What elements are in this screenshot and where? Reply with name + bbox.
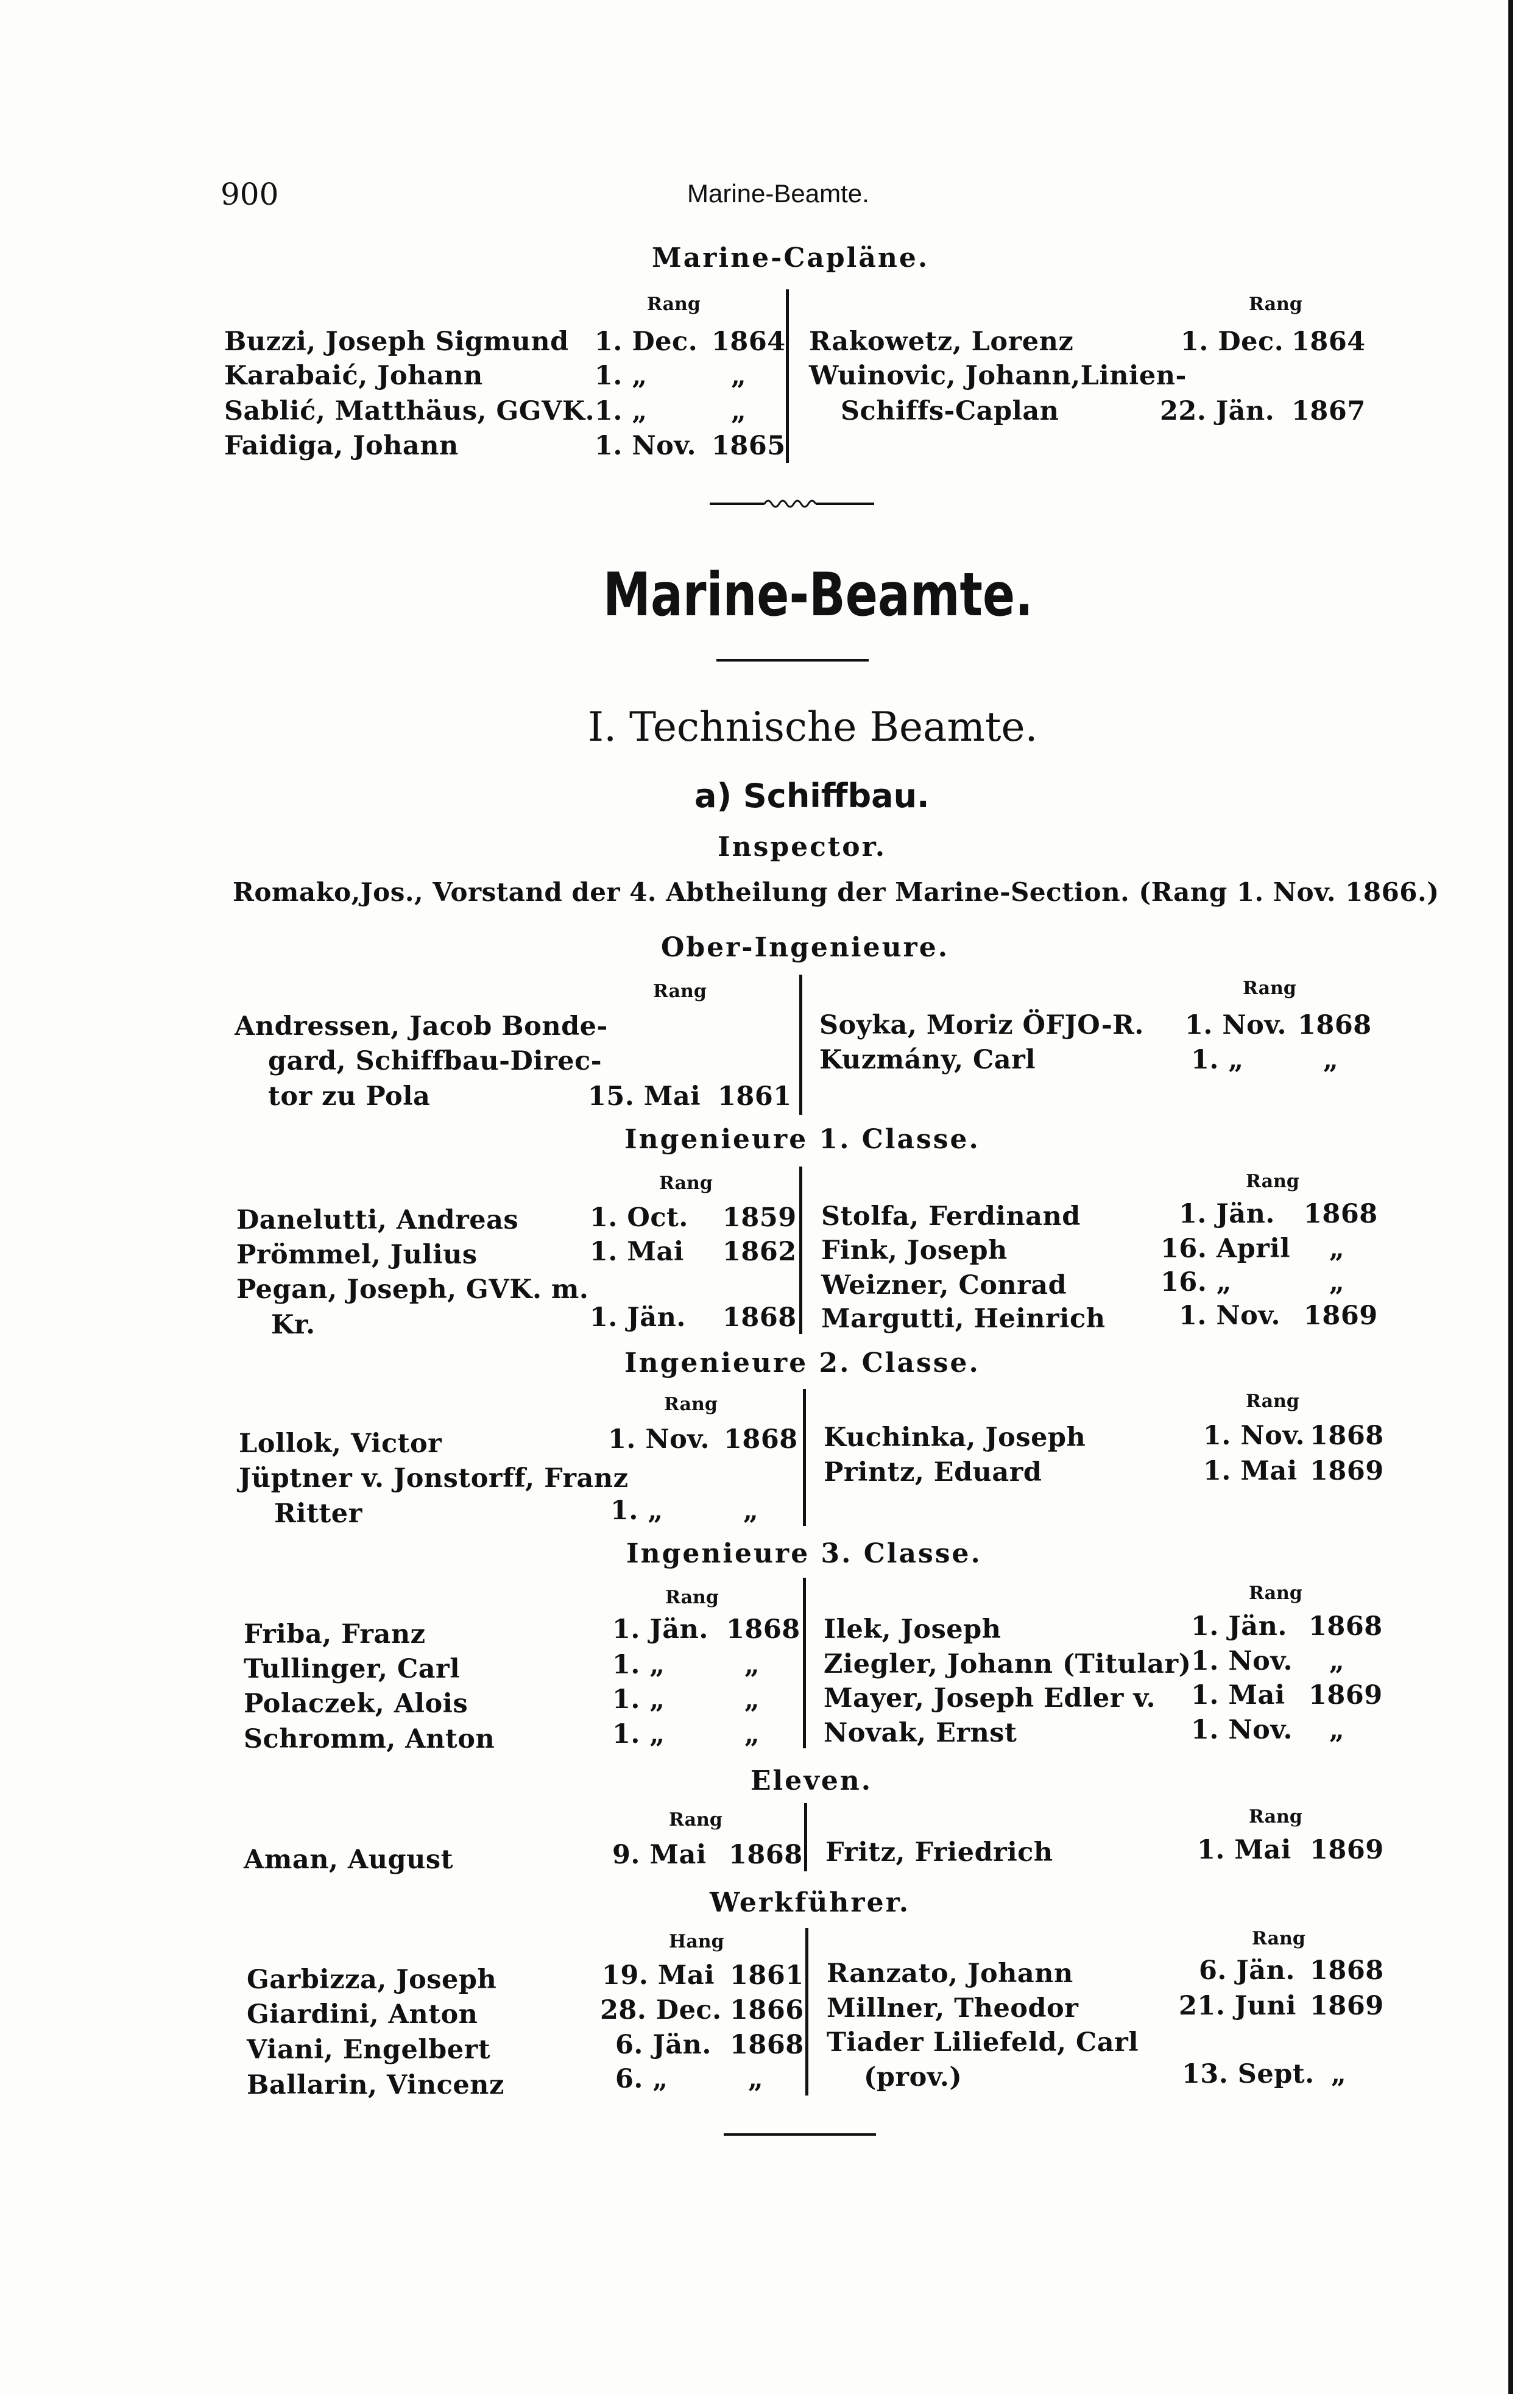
rang-label: Hang (669, 1931, 724, 1952)
list-item-date: 9. Mai (612, 1840, 707, 1870)
list-item-name: Novak, Ernst (824, 1718, 1017, 1748)
list-item-name: Faidiga, Johann (224, 431, 459, 461)
list-item-name: Buzzi, Joseph Sigmund (224, 327, 569, 357)
list-item-name: Karabaić, Johann (224, 361, 483, 391)
list-item-date: 1. Nov. (608, 1424, 710, 1455)
list-item-name: Ballarin, Vincenz (247, 2070, 504, 2100)
list-item-year: 1862 (722, 1237, 797, 1267)
list-item-date: 1. „ (612, 1650, 665, 1680)
section-title-inspector: Inspector. (718, 832, 887, 863)
list-item-date: 1. Jän. (1191, 1611, 1287, 1642)
list-item-date: 13. Sept. (1182, 2059, 1315, 2089)
section-title-ing1: Ingenieure 1. Classe. (624, 1124, 980, 1155)
list-item-year: „ (744, 1684, 760, 1715)
subpart-title: a) Schiffbau. (694, 777, 930, 815)
list-item-name: gard, Schiffbau-Direc- (268, 1046, 602, 1076)
page-edge (1508, 0, 1540, 2394)
list-item-name: Ilek, Joseph (824, 1614, 1001, 1645)
list-item-name: Kuchinka, Joseph (824, 1422, 1086, 1453)
column-divider (799, 1167, 802, 1334)
list-item-date: 1. Nov. (1179, 1301, 1280, 1331)
list-item-date: 6. „ (615, 2064, 668, 2094)
section-title-eleven: Eleven. (751, 1765, 873, 1796)
inspector-entry: Romako,Jos., Vorstand der 4. Abtheilung der Marine-Section. (Rang 1. Nov. 1866.) (233, 877, 1439, 907)
list-item-name: tor zu Pola (268, 1081, 431, 1112)
list-item-year: „ (744, 1719, 760, 1750)
list-item-year: 1861 (730, 1960, 804, 1991)
list-item-name: Fritz, Friedrich (825, 1837, 1053, 1868)
list-item-year: 1869 (1310, 1991, 1384, 2021)
list-item-name: Soyka, Moriz ÖFJO-R. (819, 1010, 1144, 1040)
list-item-date: 1. Mai (1197, 1835, 1291, 1865)
list-item-name: Fink, Joseph (821, 1235, 1008, 1266)
list-item-year: 1868 (724, 1424, 798, 1455)
list-item-year: „ (748, 2064, 764, 2094)
section-title-werkfuehrer: Werkführer. (710, 1887, 911, 1918)
main-title: Marine-Beamte. (603, 560, 1033, 630)
section-title-ober-ingenieure: Ober-Ingenieure. (661, 932, 950, 963)
list-item-name: Polaczek, Alois (244, 1689, 468, 1719)
list-item-date: 1. Nov. (1191, 1715, 1293, 1745)
list-item-year: 1869 (1304, 1301, 1378, 1331)
list-item-date: 28. Dec. (600, 1995, 722, 2025)
list-item-year: 1868 (730, 2030, 804, 2060)
list-item-year: 1868 (729, 1840, 803, 1870)
list-item-name: Jüptner v. Jonstorff, Franz (239, 1463, 629, 1494)
list-item-name: Mayer, Joseph Edler v. (824, 1683, 1156, 1714)
list-item-date: 1. „ (1191, 1045, 1244, 1075)
column-divider (805, 1928, 808, 2096)
list-item-year: „ (1329, 1715, 1345, 1745)
list-item-year: 1864 (712, 327, 786, 357)
rang-label: Rang (1243, 978, 1296, 999)
list-item-year: 1864 (1291, 327, 1366, 357)
list-item-name: Viani, Engelbert (247, 2035, 491, 2065)
list-item-name: Kuzmány, Carl (819, 1045, 1036, 1075)
list-item-date: 1. Mai (1203, 1456, 1298, 1486)
list-item-name: Danelutti, Andreas (236, 1205, 519, 1235)
rang-label: Rang (1246, 1171, 1299, 1192)
list-item-year: „ (1329, 1234, 1345, 1264)
rang-label: Rang (1249, 1806, 1302, 1827)
list-item-date: 1. Dec. (1181, 327, 1284, 357)
list-item-name: Aman, August (244, 1845, 453, 1875)
list-item-year: „ (744, 1650, 760, 1680)
list-item-date: 21. Juni (1179, 1991, 1296, 2021)
list-item-year: 1868 (1310, 1955, 1384, 1986)
bottom-rule (724, 2133, 876, 2136)
list-item-name: Tiader Liliefeld, Carl (827, 2027, 1139, 2058)
list-item-date: 15. Mai (588, 1081, 701, 1112)
rang-label: Rang (1249, 1583, 1302, 1604)
list-item-year: 1866 (730, 1995, 804, 2025)
section-title-ing3: Ingenieure 3. Classe. (626, 1538, 982, 1569)
list-item-name: Ranzato, Johann (827, 1958, 1073, 1989)
rang-label: Rang (653, 981, 707, 1002)
title-underline (716, 659, 869, 662)
list-item-date: 16. „ (1160, 1267, 1232, 1298)
list-item-year: „ (743, 1495, 759, 1526)
list-item-date: 1. Nov. (1203, 1421, 1305, 1451)
list-item-year: 1868 (1298, 1010, 1372, 1040)
list-item-year: 1868 (1310, 1421, 1384, 1451)
list-item-year: 1869 (1310, 1456, 1384, 1486)
rang-label: Rang (647, 294, 701, 315)
column-divider (803, 1389, 806, 1526)
list-item-date: 1. Dec. (595, 327, 698, 357)
list-item-date: 1. „ (595, 361, 648, 391)
list-item-date: 16. April (1160, 1234, 1291, 1264)
part-title: I. Technische Beamte. (588, 704, 1038, 750)
list-item-date: 1. „ (612, 1719, 665, 1750)
list-item-name: Sablić, Matthäus, GGVK. (224, 396, 595, 426)
page-number: 900 (221, 177, 279, 212)
list-item-year: 1867 (1291, 396, 1366, 426)
list-item-name: Giardini, Anton (247, 1999, 478, 2030)
list-item-name: Schiffs-Caplan (841, 396, 1059, 426)
list-item-date: 6. Jän. (615, 2030, 712, 2060)
list-item-name: Andressen, Jacob Bonde- (235, 1011, 608, 1042)
list-item-name: Garbizza, Joseph (247, 1965, 497, 1995)
column-divider (786, 289, 789, 463)
list-item-name: Prömmel, Julius (236, 1240, 478, 1270)
list-item-date: 1. „ (595, 396, 648, 426)
list-item-date: 1. „ (612, 1684, 665, 1715)
list-item-name: Wuinovic, Johann,Linien- (809, 361, 1187, 391)
list-item-date: 1. Mai (1191, 1680, 1285, 1711)
rang-label: Rang (1252, 1928, 1305, 1949)
list-item-name: Ritter (274, 1499, 362, 1529)
rang-label: Rang (1246, 1391, 1299, 1412)
column-divider (803, 1578, 806, 1748)
list-item-name: Stolfa, Ferdinand (821, 1201, 1081, 1232)
list-item-name: Margutti, Heinrich (821, 1304, 1106, 1334)
list-item-year: „ (1329, 1646, 1345, 1676)
rang-label: Rang (659, 1173, 713, 1194)
list-item-date: 1. Oct. (590, 1202, 688, 1233)
list-item-year: 1865 (712, 431, 786, 461)
list-item-name: Lollok, Victor (239, 1428, 442, 1459)
list-item-name: Millner, Theodor (827, 1993, 1079, 2024)
list-item-year: 1861 (718, 1081, 792, 1112)
list-item-year: 1868 (722, 1302, 797, 1333)
list-item-year: 1868 (1304, 1199, 1378, 1229)
list-item-date: 1. Mai (590, 1237, 684, 1267)
list-item-name: Printz, Eduard (824, 1457, 1042, 1488)
list-item-name: Rakowetz, Lorenz (809, 327, 1074, 357)
list-item-date: 6. Jän. (1199, 1955, 1295, 1986)
list-item-year: „ (1331, 2059, 1347, 2089)
list-item-date: 1. „ (610, 1495, 663, 1526)
list-item-year: 1869 (1309, 1680, 1383, 1711)
list-item-name: Ziegler, Johann (Titular) (824, 1649, 1192, 1679)
list-item-date: 1. Nov. (1191, 1646, 1293, 1676)
list-item-name: Schromm, Anton (244, 1724, 495, 1754)
section-title-ing2: Ingenieure 2. Classe. (624, 1347, 980, 1379)
list-item-date: 1. Jän. (612, 1614, 708, 1645)
list-item-name: Friba, Franz (244, 1619, 426, 1650)
list-item-year: „ (731, 396, 747, 426)
list-item-year: „ (1323, 1045, 1339, 1075)
wavy-divider (710, 496, 874, 509)
list-item-date: 1. Jän. (590, 1302, 686, 1333)
list-item-year: „ (1329, 1267, 1345, 1298)
list-item-date: 1. Nov. (1185, 1010, 1287, 1040)
list-item-year: 1868 (1309, 1611, 1383, 1642)
running-title: Marine-Beamte. (687, 179, 869, 208)
list-item-year: 1869 (1310, 1835, 1384, 1865)
column-divider (799, 975, 802, 1115)
list-item-date: 19. Mai (602, 1960, 715, 1991)
list-item-date: 1. Jän. (1179, 1199, 1275, 1229)
rang-label: Rang (669, 1809, 722, 1831)
list-item-year: 1868 (726, 1614, 800, 1645)
section-title-caplaene: Marine-Capläne. (652, 242, 930, 274)
column-divider (804, 1803, 807, 1871)
list-item-name: Pegan, Joseph, GVK. m. (236, 1274, 589, 1305)
list-item-year: 1859 (722, 1202, 797, 1233)
list-item-name: (prov.) (864, 2062, 962, 2092)
list-item-name: Kr. (271, 1310, 316, 1340)
rang-label: Rang (1249, 294, 1302, 315)
list-item-date: 1. Nov. (595, 431, 696, 461)
list-item-year: „ (731, 361, 747, 391)
rang-label: Rang (664, 1394, 718, 1415)
rang-label: Rang (665, 1587, 719, 1608)
list-item-name: Weizner, Conrad (821, 1270, 1067, 1301)
list-item-name: Tullinger, Carl (244, 1654, 461, 1684)
list-item-date: 22. Jän. (1160, 396, 1275, 426)
